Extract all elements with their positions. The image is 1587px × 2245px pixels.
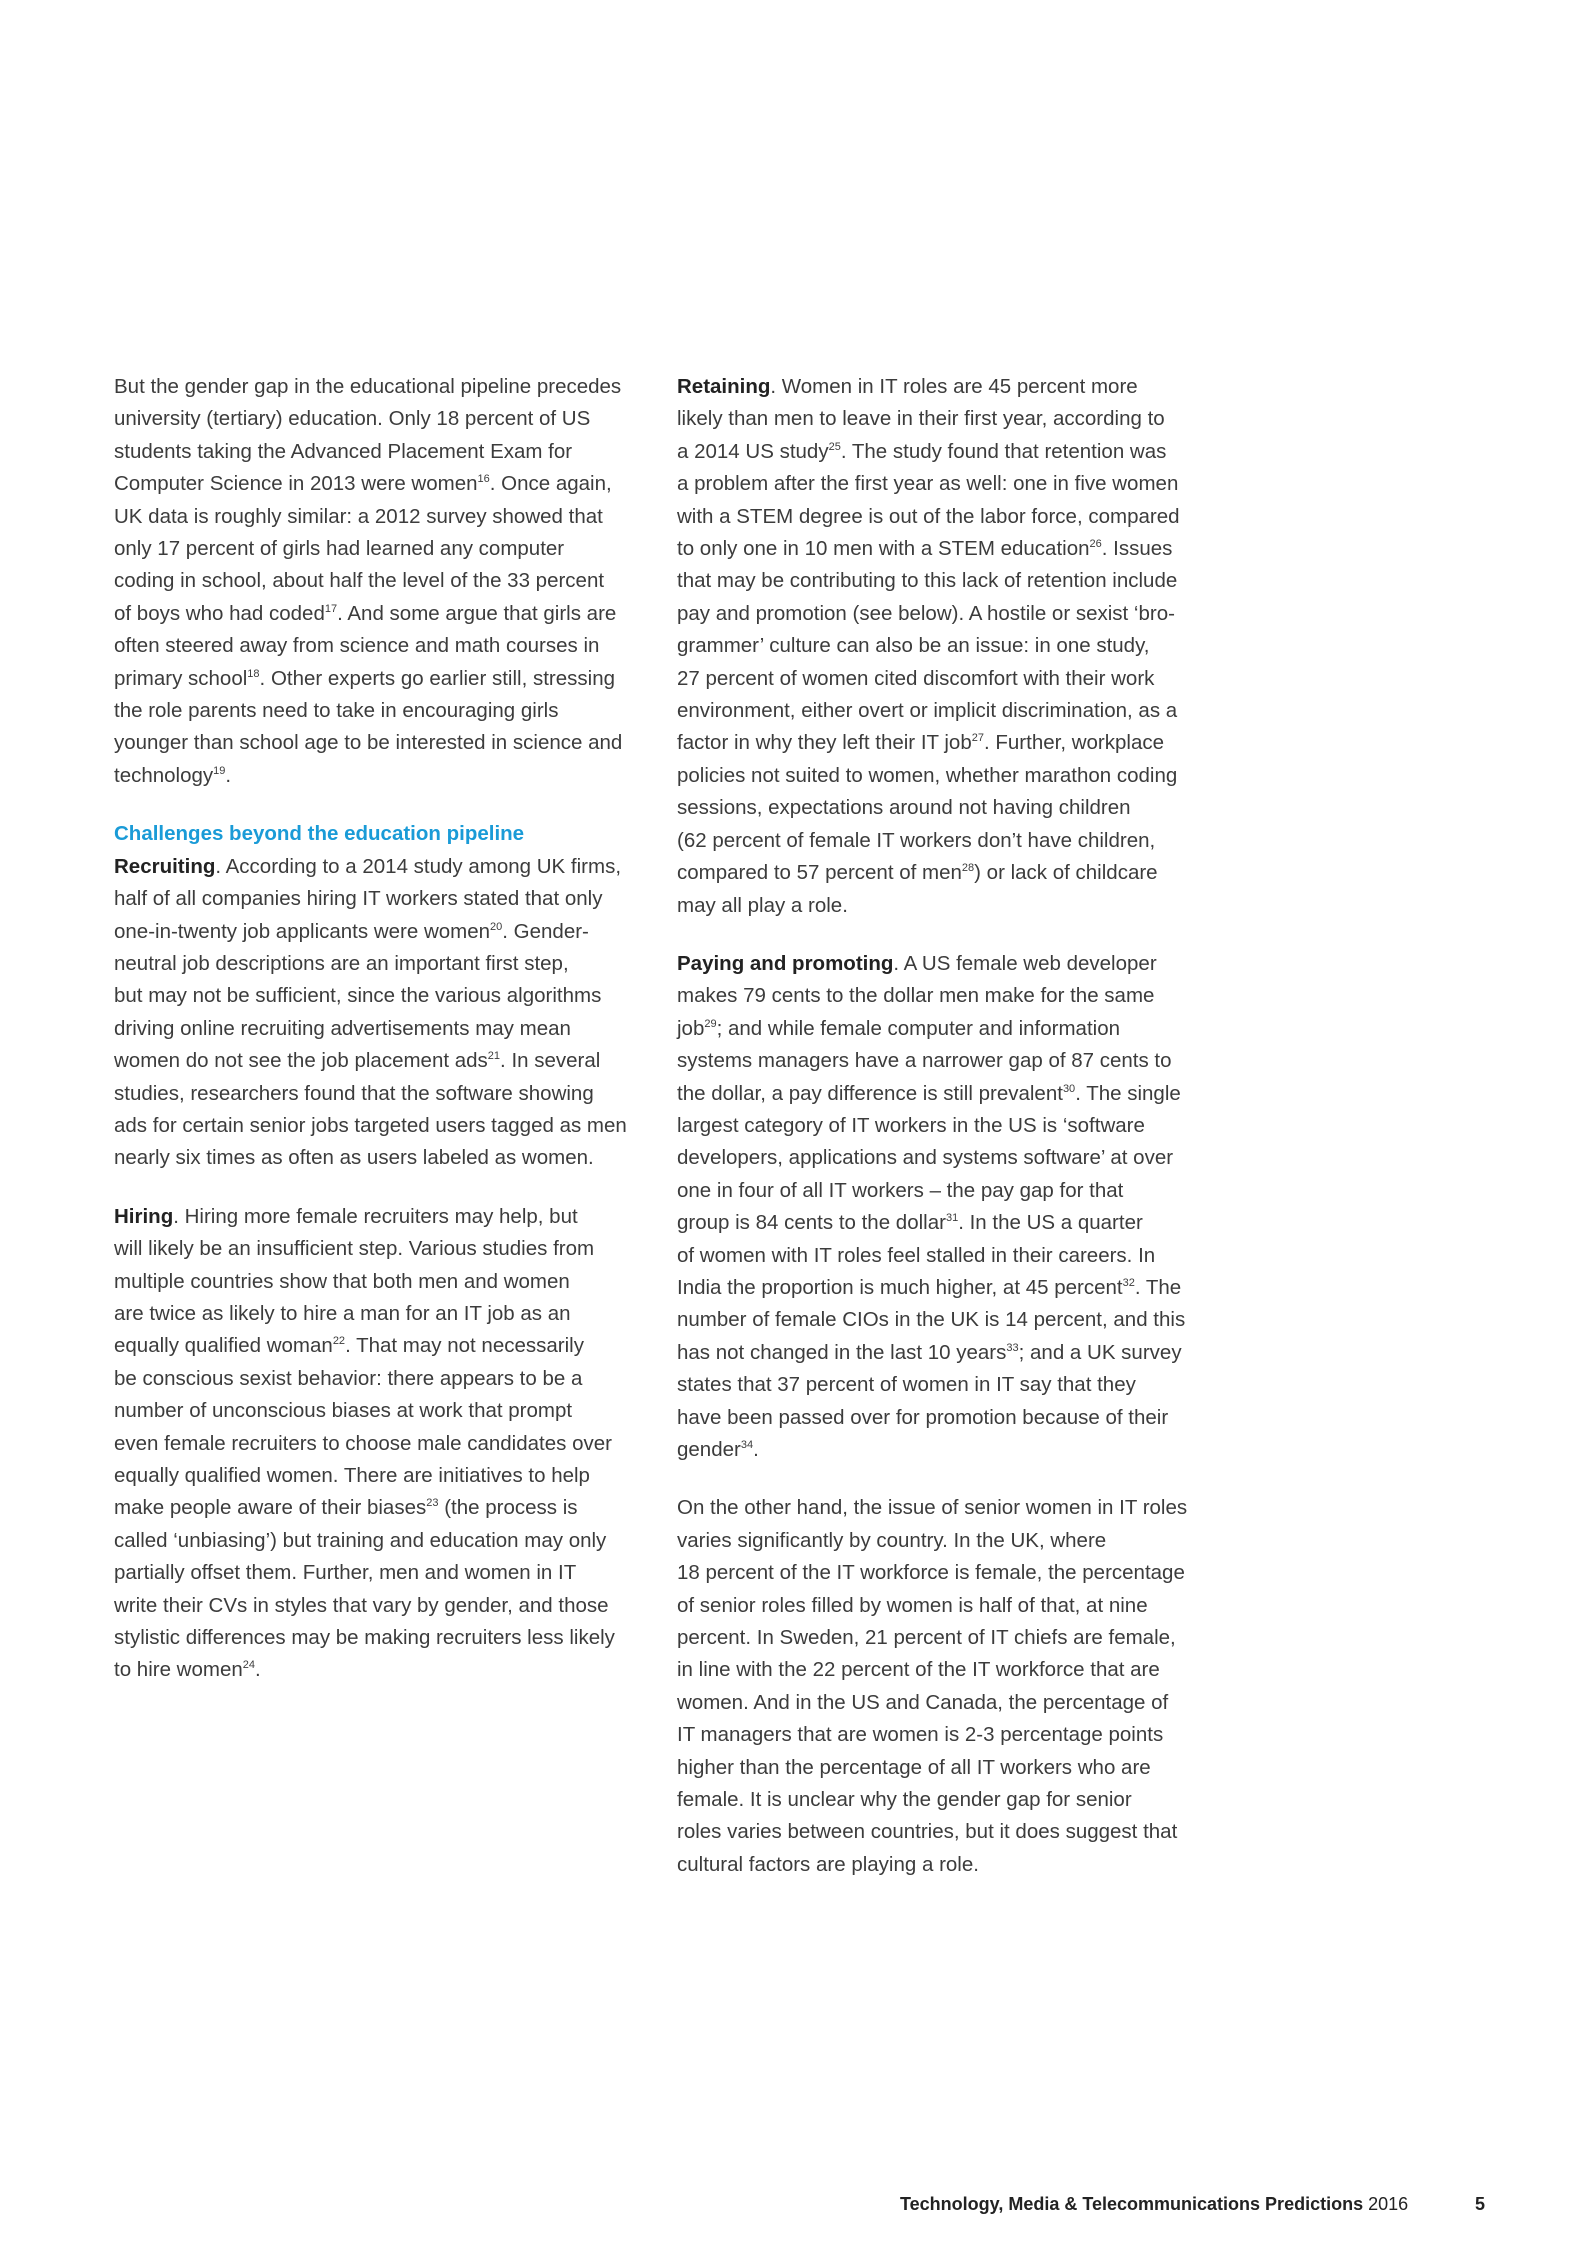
footnote-ref: 25 [828, 440, 841, 453]
footnote-ref: 31 [945, 1212, 959, 1225]
paragraph-lead: Paying and promoting [677, 951, 894, 975]
text-line: (62 percent of female IT workers don’t have children, [677, 828, 1156, 852]
text-line: gender$^{34}$. [677, 1438, 759, 1461]
text-line: Computer Science in 2013 were women$^{16}$. Once again, [114, 472, 612, 496]
paragraph-lead: Retaining [677, 375, 771, 398]
text-line: younger than school age to be interested in science and [114, 731, 623, 755]
text-line: UK data is roughly similar: a 2012 survey showed that [114, 504, 603, 528]
text-line: grammer’ culture can also be an issue: in one study, [677, 634, 1150, 658]
footnote-ref: 30 [1062, 1082, 1076, 1095]
footnote-ref: 23 [426, 1497, 439, 1510]
footer-title: Technology, Media & Telecommunications Predictions [900, 2194, 1364, 2214]
text-line: half of all companies hiring IT workers stated that only [114, 887, 603, 911]
text-line: percent. In Sweden, 21 percent of IT chiefs are female, [677, 1626, 1176, 1650]
text-line: university (tertiary) education. Only 18 percent of US [114, 407, 591, 431]
text-line: write their CVs in styles that vary by gender, and those [114, 1593, 609, 1617]
text-line: with a STEM degree is out of the labor force, compared [677, 504, 1180, 528]
text-line: in line with the 22 percent of the IT workforce that are [677, 1658, 1160, 1682]
text-line: compared to 57 percent of men$^{28}$) or lack of childcare [677, 861, 1158, 885]
text-line: job$^{29}$; and while female computer and information [677, 1016, 1120, 1040]
para-paying-promoting [677, 948, 1217, 1467]
text-line: cultural factors are playing a role. [677, 1852, 979, 1876]
text-line: technology$^{19}$. [114, 763, 232, 787]
text-line: largest category of IT workers in the US is ‘software [677, 1113, 1145, 1137]
text-line: of women with IT roles feel stalled in their careers. In [677, 1243, 1156, 1267]
left-column [114, 371, 654, 1713]
para-retaining [677, 371, 1217, 922]
footnote-ref: 20 [490, 920, 503, 933]
text-line: systems managers have a narrower gap of 87 cents to [677, 1049, 1172, 1073]
footnote-ref: 27 [971, 732, 984, 745]
footnote-ref: 17 [324, 602, 338, 615]
footnote-ref: 32 [1122, 1276, 1135, 1289]
text-line: often steered away from science and math courses in [114, 634, 600, 658]
footnote-ref: 26 [1089, 538, 1102, 551]
right-column [677, 371, 1217, 1907]
text-line: a problem after the first year as well: one in five women [677, 472, 1179, 496]
text-line: partially offset them. Further, men and women in IT [114, 1561, 577, 1585]
text-line: one-in-twenty job applicants were women$^{20}$. Gender- [114, 919, 589, 943]
text-line: states that 37 percent of women in IT say that they [677, 1373, 1136, 1397]
text-line: sessions, expectations around not having children [677, 796, 1131, 820]
footnote-ref: 18 [247, 667, 260, 680]
footnote-ref: 21 [487, 1050, 501, 1063]
text-line: 27 percent of women cited discomfort with their work [677, 666, 1155, 690]
text-line: factor in why they left their IT job$^{27}$. Further, workplace [677, 731, 1164, 755]
footnote-ref: 33 [1006, 1341, 1019, 1354]
text-line: Hiring. Hiring more female recruiters may help, but [114, 1204, 578, 1228]
text-line: nearly six times as often as users labeled as women. [114, 1146, 594, 1170]
text-line: Recruiting. According to a 2014 study among UK firms, [114, 854, 622, 878]
footer-year: 2016 [1368, 2194, 1409, 2214]
text-line: primary school$^{18}$. Other experts go earlier still, stressing [114, 666, 616, 690]
text-line: makes 79 cents to the dollar men make for the same [677, 984, 1155, 1008]
paragraph-lead: Recruiting [114, 854, 216, 878]
text-line: environment, either overt or implicit discrimination, as a [677, 699, 1178, 723]
text-line: to only one in 10 men with a STEM education$^{26}$. Issues [677, 537, 1173, 561]
text-line: women do not see the job placement ads$^{21}$. In several [114, 1049, 601, 1073]
text-line: Paying and promoting. A US female web developer [677, 951, 1157, 975]
footnote-ref: 16 [477, 473, 490, 486]
text-line: IT managers that are women is 2-3 percentage points [677, 1723, 1164, 1747]
text-line: make people aware of their biases$^{23}$ (the process is [114, 1496, 578, 1520]
text-line: pay and promotion (see below). A hostile or sexist ‘bro- [677, 601, 1175, 625]
footnote-ref: 28 [961, 862, 975, 875]
text-line: will likely be an insufficient step. Various studies from [114, 1237, 595, 1261]
text-line: 18 percent of the IT workforce is female, the percentage [677, 1561, 1185, 1585]
text-line: may all play a role. [677, 893, 848, 917]
text-line: varies significantly by country. In the UK, where [677, 1528, 1107, 1552]
footnote-ref: 29 [704, 1017, 717, 1030]
para-education-gap [114, 371, 654, 792]
footnote-ref: 22 [332, 1335, 346, 1348]
text-line: multiple countries show that both men and women [114, 1269, 570, 1293]
paragraph-lead: Hiring [114, 1204, 174, 1228]
text-line: likely than men to leave in their first year, according to [677, 407, 1165, 431]
text-line: driving online recruiting advertisements may mean [114, 1016, 571, 1040]
text-line: be conscious sexist behavior: there appears to be a [114, 1366, 583, 1390]
para-senior-women [677, 1492, 1217, 1881]
text-line: group is 84 cents to the dollar$^{31}$. In the US a quarter [677, 1211, 1143, 1235]
text-line: to hire women$^{24}$. [114, 1658, 261, 1682]
footnote-ref: 19 [213, 764, 226, 777]
text-line: are twice as likely to hire a man for an IT job as an [114, 1301, 571, 1325]
text-line: female. It is unclear why the gender gap for senior [677, 1788, 1132, 1812]
text-line: even female recruiters to choose male candidates over [114, 1431, 612, 1455]
text-line: higher than the percentage of all IT workers who are [677, 1755, 1151, 1779]
text-line: coding in school, about half the level of the 33 percent [114, 569, 605, 593]
text-line: of boys who had coded$^{17}$. And some argue that girls are [114, 601, 617, 625]
text-line: women. And in the US and Canada, the percentage of [677, 1690, 1169, 1714]
page-footer [900, 2194, 1500, 2215]
para-hiring [114, 1201, 654, 1687]
text-line: students taking the Advanced Placement Exam for [114, 439, 573, 463]
text-line: of senior roles filled by women is half of that, at nine [677, 1593, 1148, 1617]
text-line: one in four of all IT workers – the pay gap for that [677, 1178, 1124, 1202]
text-line: neutral job descriptions are an important first step, [114, 951, 569, 975]
text-line: equally qualified women. There are initiatives to help [114, 1464, 590, 1487]
text-line: On the other hand, the issue of senior women in IT roles [677, 1496, 1188, 1520]
text-line: the role parents need to take in encouraging girls [114, 699, 559, 723]
text-line: but may not be sufficient, since the various algorithms [114, 984, 602, 1008]
text-line: number of female CIOs in the UK is 14 percent, and this [677, 1308, 1186, 1332]
text-line: developers, applications and systems software’ at over [677, 1146, 1174, 1170]
text-line: called ‘unbiasing’) but training and education may only [114, 1528, 607, 1552]
text-line: policies not suited to women, whether marathon coding [677, 763, 1178, 787]
text-line: that may be contributing to this lack of retention include [677, 569, 1178, 593]
text-line: Retaining. Women in IT roles are 45 percent more [677, 375, 1138, 398]
text-line: has not changed in the last 10 years$^{33}$; and a UK survey [677, 1340, 1182, 1364]
text-line: a 2014 US study$^{25}$. The study found that retention was [677, 439, 1167, 463]
footnote-ref: 34 [740, 1439, 754, 1451]
page-number: 5 [1475, 2194, 1486, 2214]
text-line: studies, researchers found that the software showing [114, 1081, 594, 1105]
text-line: India the proportion is much higher, at 45 percent$^{32}$. The [677, 1275, 1182, 1299]
text-line: number of unconscious biases at work that prompt [114, 1399, 573, 1423]
text-line: roles varies between countries, but it does suggest that [677, 1820, 1178, 1844]
text-line: equally qualified woman$^{22}$. That may not necessarily [114, 1334, 584, 1358]
text-line: ads for certain senior jobs targeted users tagged as men [114, 1113, 627, 1137]
section-subheading: Challenges beyond the education pipeline [114, 822, 525, 846]
text-line: the dollar, a pay difference is still prevalent$^{30}$. The single [677, 1081, 1181, 1105]
text-line: stylistic differences may be making recruiters less likely [114, 1626, 615, 1650]
text-line: only 17 percent of girls had learned any computer [114, 537, 565, 561]
footnote-ref: 24 [242, 1659, 256, 1672]
para-recruiting [114, 851, 654, 1175]
text-line: have been passed over for promotion because of their [677, 1405, 1169, 1429]
text-line: But the gender gap in the educational pipeline precedes [114, 375, 622, 398]
